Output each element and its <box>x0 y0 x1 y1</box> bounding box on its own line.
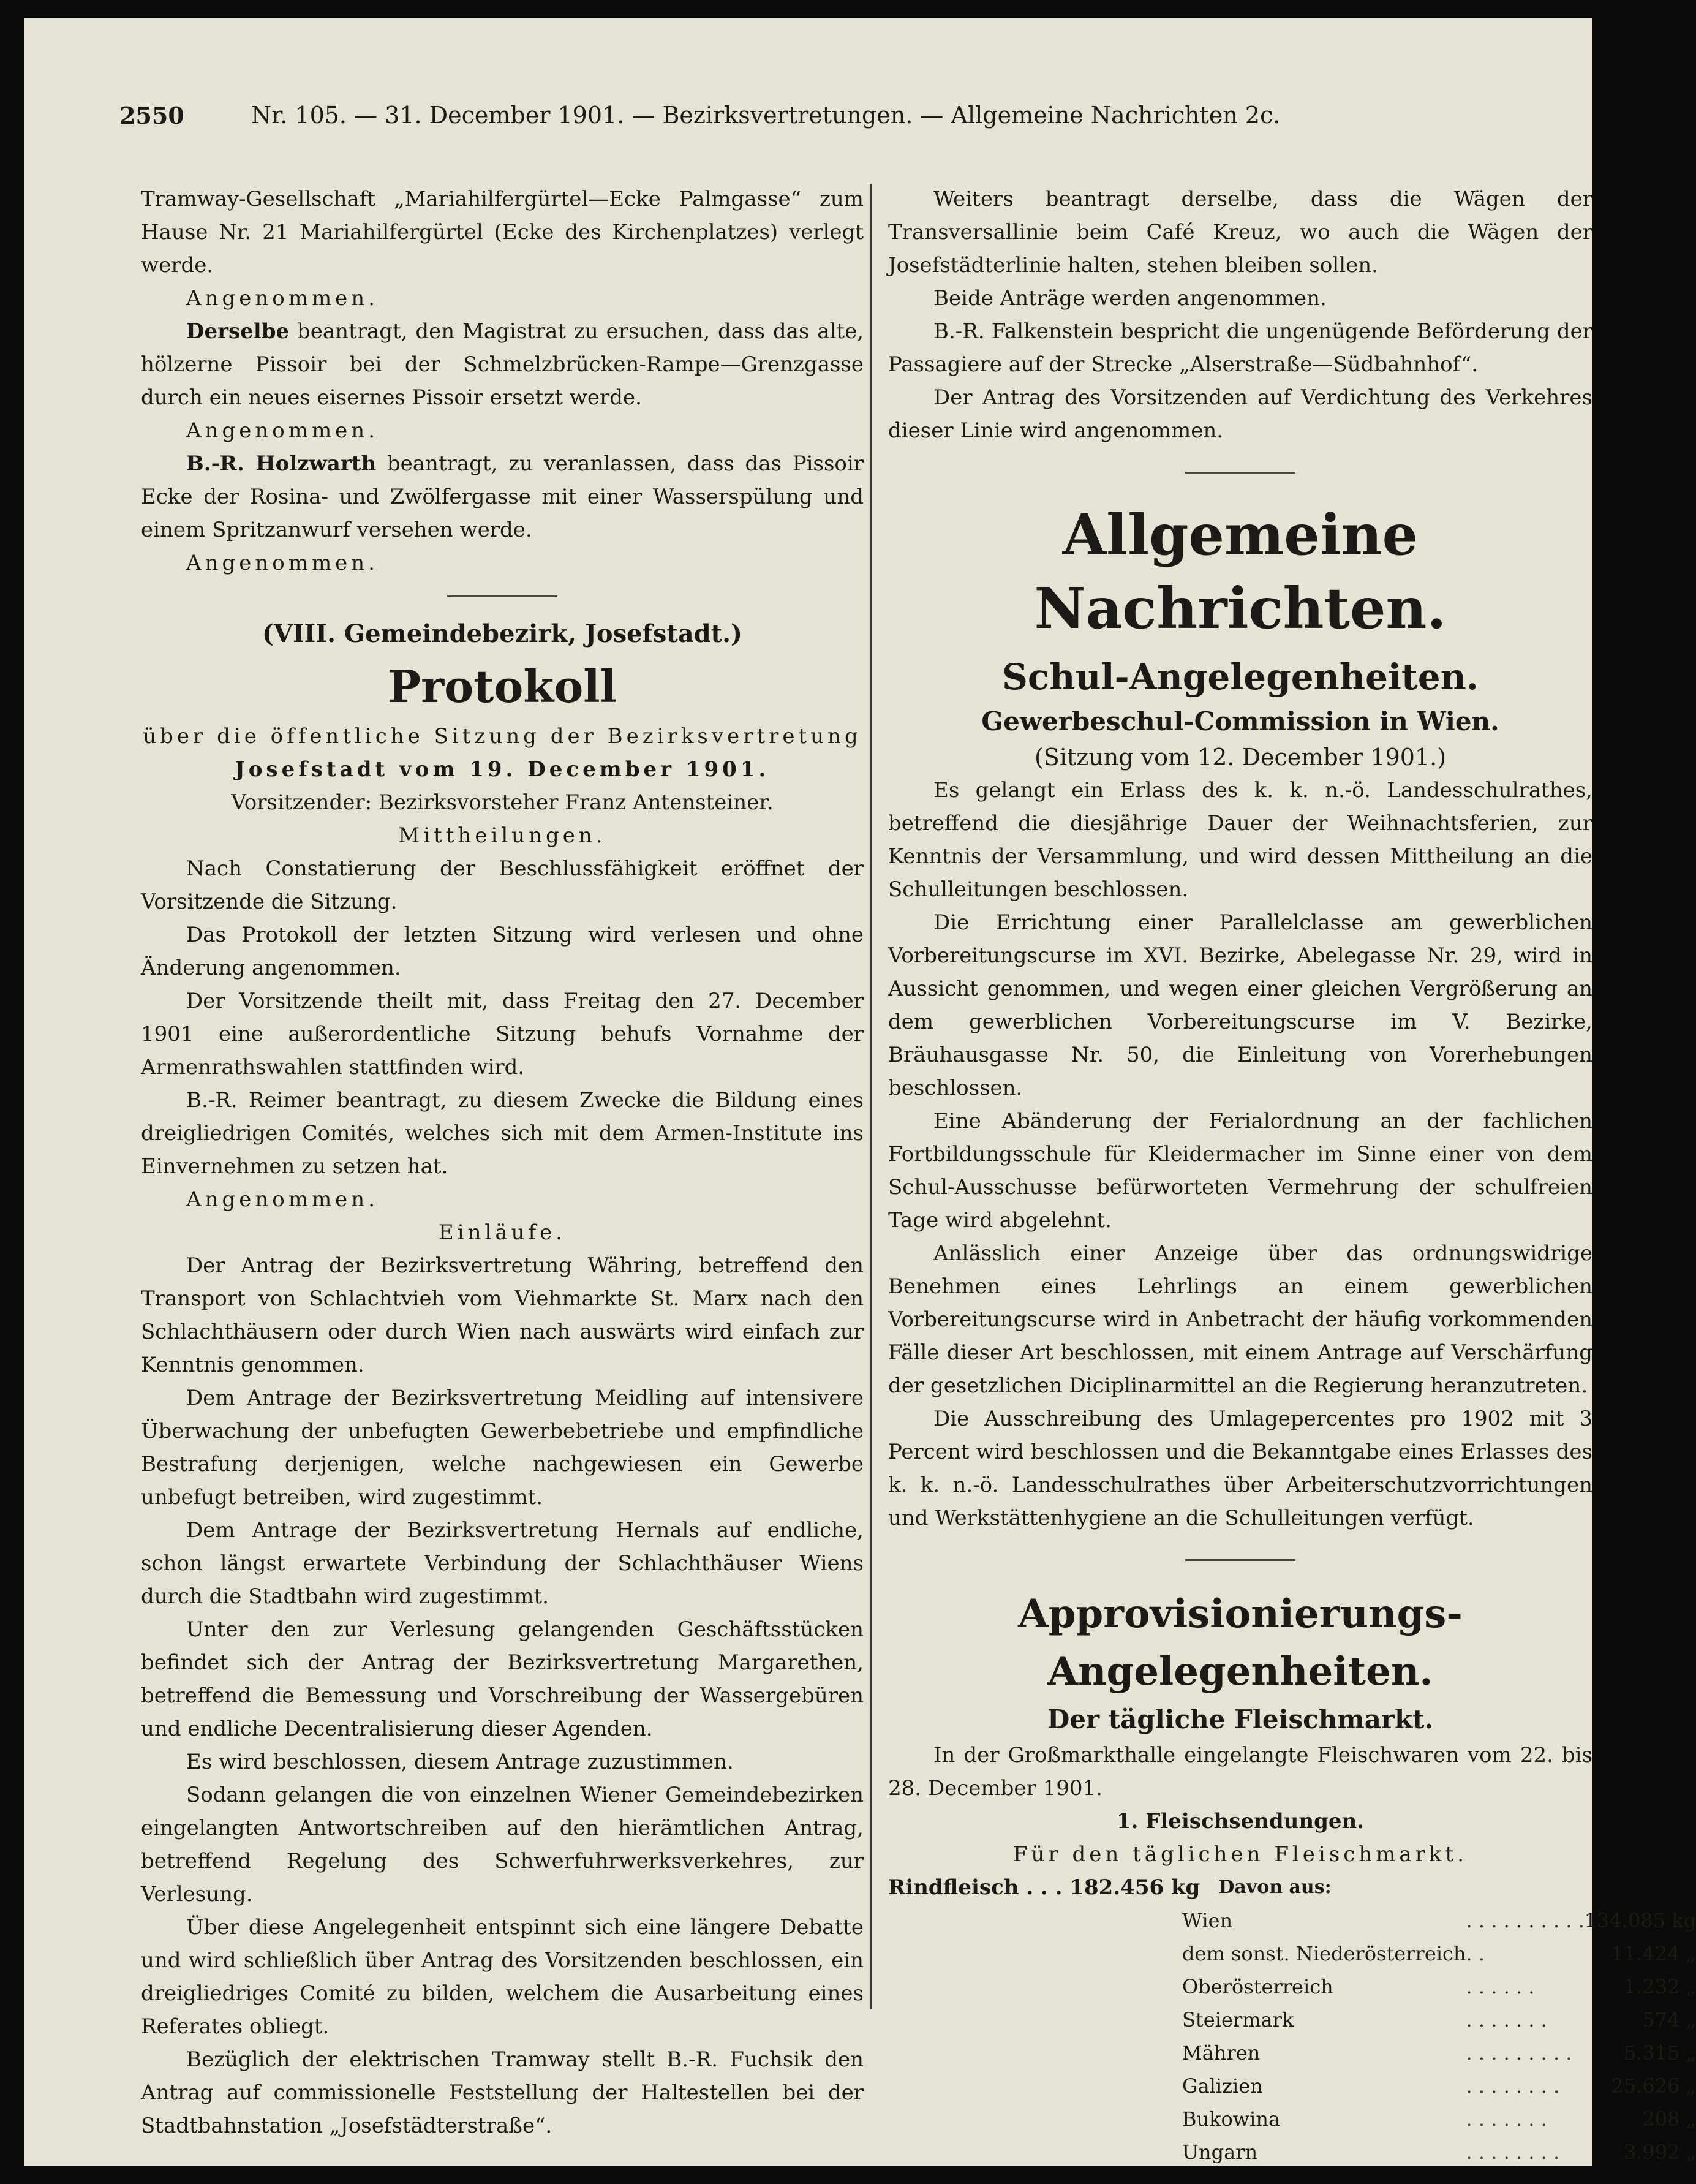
paragraph <box>141 315 864 414</box>
left-column <box>141 183 864 2142</box>
origin-name: Ungarn <box>1182 2141 1258 2164</box>
resolution-text: Angenommen. <box>186 286 379 311</box>
dot-leader: . . . . . . <box>1466 1975 1535 1998</box>
table-row <box>1182 2003 1696 2036</box>
page-number: 2550 <box>119 101 184 129</box>
dot-leader: . . . . . . . <box>1466 2008 1547 2031</box>
paragraph: Die Ausschreibung des Umlagepercentes pro 1902 mit 3 Percent wird beschlossen und die Bekanntgabe eines Erlasses des k. k. n.-ö. Landesschulrathes über Arbeiterschutzvorrichtungen und Werkstättenhygiene an die Schulleitungen verfügt. <box>888 1407 1592 1530</box>
chairman-line: Vorsitzender: Bezirksvorsteher Franz Antensteiner. <box>231 790 774 815</box>
table-row <box>1182 1937 1696 1970</box>
table-row <box>1182 2069 1696 2103</box>
origin-value: 3.992 „ <box>1623 2141 1696 2164</box>
newspaper-page <box>24 18 1696 2166</box>
paragraph: Das Protokoll der letzten Sitzung wird verlesen und ohne Änderung angenommen. <box>141 923 864 980</box>
paragraph: Über diese Angelegenheit entspinnt sich eine längere Debatte und wird schließlich über Antrag des Vorsitzenden beschlossen, ein dreigliedriges Comité zu bilden, welchem die Ausarbeitung eines Referates obliegt. <box>141 1915 864 2039</box>
section-heading-allgemeine: Allgemeine Nachrichten. <box>1034 502 1447 641</box>
column-divider <box>870 184 872 2009</box>
session-date: (Sitzung vom 12. December 1901.) <box>1034 744 1447 771</box>
table-row <box>1182 2136 1696 2169</box>
paragraph: Anlässlich einer Anzeige über das ordnungswidrige Benehmen eines Lehrlings an einem gewerblichen Vorbereitungscurse wird in Anbetracht der häufig vorkommenden Fälle dieser Art beschlossen, mit einem Antrage auf Verschärfung der gesetzlichen Diciplinarmittel an die Regierung heranzutreten. <box>888 1241 1592 1398</box>
subheading-mittheilungen: Mittheilungen. <box>398 823 606 848</box>
paragraph: Unter den zur Verlesung gelangenden Geschäftsstücken befindet sich der Antrag der Bezirksvertretung Margarethen, betreffend die Bemessung und Vorschreibung der Wassergebüren und endliche Decentralisierung dieser Agenden. <box>141 1617 864 1741</box>
paragraph-text: beantragt, zu veranlassen, dass das Pissoir Ecke der Rosina- und Zwölfergasse mit einer Wasserspülung und einem Spritzanwurf versehen werde. <box>141 452 864 542</box>
origin-name: Galizien <box>1182 2074 1263 2098</box>
resolution-text: Angenommen. <box>186 551 379 575</box>
resolution-text: Angenommen. <box>186 418 379 443</box>
section-heading-approvisionierung: Approvisionierungs-Angelegenheiten. <box>1018 1591 1463 1695</box>
dot-leader: . . . . . . . . . <box>1466 2041 1572 2065</box>
paragraph: Es gelangt ein Erlass des k. k. n.-ö. Landesschulrathes, betreffend die diesjährige Dauer der Weihnachtsferien, zur Kenntnis der Versammlung, und wird dessen Mittheilung an die Schulleitungen beschlossen. <box>888 778 1592 902</box>
paragraph: Sodann gelangen die von einzelnen Wiener Gemeindebezirken eingelangten Antwortschreiben auf den hierämtlichen Antrag, betreffend Regelung des Schwerfuhrwerksverkehres, zur Verlesung. <box>141 1783 864 1906</box>
table-row <box>1182 1904 1696 1937</box>
paragraph: B.-R. Reimer beantragt, zu diesem Zwecke die Bildung eines dreigliedrigen Comités, welches sich mit dem Armen-Institute ins Einvernehmen zu setzen hat. <box>141 1088 864 1179</box>
dot-leader: . . . . . . . . <box>1466 2141 1560 2164</box>
paragraph: B.-R. Falkenstein bespricht die ungenügende Beförderung der Passagiere auf der Strecke „Alserstraße—Südbahnhof“. <box>888 319 1592 377</box>
origin-value: 5.315 „ <box>1623 2041 1696 2065</box>
paragraph: Der Antrag des Vorsitzenden auf Verdichtung des Verkehres dieser Linie wird angenommen. <box>888 385 1592 443</box>
paragraph: Die Errichtung einer Parallelclasse am gewerblichen Vorbereitungscurse im XVI. Bezirke, Abelegasse Nr. 29, wird in Aussicht genommen, und wegen einer gleichen Vergrößerung an dem gewerblichen Vorbereitungscurse im V. Bezirke, Bräuhausgasse Nr. 50, die Einleitung von Vorerhebungen beschlossen. <box>888 910 1592 1100</box>
paragraph: Weiters beantragt derselbe, dass die Wägen der Transversallinie beim Café Kreuz, wo auch die Wägen der Josefstädterlinie halten, stehen bleiben sollen. <box>888 187 1592 278</box>
table-row <box>1182 1970 1696 2003</box>
commission-heading: Gewerbeschul-Commission in Wien. <box>981 706 1499 736</box>
subheading-einlaeufe: Einläufe. <box>438 1220 567 1245</box>
davon-label: Davon aus: <box>1218 1876 1332 1898</box>
list-subheading: Für den täglichen Fleischmarkt. <box>1012 1842 1468 1867</box>
origin-name: Bukowina <box>1182 2107 1281 2131</box>
dot-leader: . . <box>1466 1942 1485 1965</box>
beef-total-line <box>888 1871 1592 1904</box>
origin-name: Wien <box>1182 1909 1233 1932</box>
dot-leader: . . . . . . . <box>1466 2107 1547 2131</box>
origin-value: 574 „ <box>1642 2008 1696 2031</box>
origin-value: 1.232 „ <box>1623 1975 1696 1998</box>
paragraph-text: beantragt, den Magistrat zu ersuchen, dass das alte, hölzerne Pissoir bei der Schmelzbrücken-Rampe—Grenzgasse durch ein neues eisernes Pissoir ersetzt werde. <box>141 319 864 410</box>
origin-value: 25.626 „ <box>1611 2074 1696 2098</box>
paragraph: Der Antrag der Bezirksvertretung Währing, betreffend den Transport von Schlachtvieh vom Viehmarkte St. Marx nach den Schlachthäusern oder durch Wien nach auswärts wird einfach zur Kenntnis genommen. <box>141 1253 864 1377</box>
origin-name: dem sonst. Niederösterreich <box>1182 1942 1466 1965</box>
paragraph: Es wird beschlossen, diesem Antrage zuzustimmen. <box>186 1750 734 1774</box>
table-row <box>1182 2103 1696 2136</box>
dot-leader: . . . . . . . . . . <box>1466 1909 1585 1932</box>
page-header <box>119 91 1400 140</box>
paragraph: Beide Anträge werden angenommen. <box>933 286 1327 311</box>
origin-value: 208 „ <box>1642 2107 1696 2131</box>
paragraph <box>141 447 864 546</box>
speaker-name: Derselbe <box>186 319 290 344</box>
subsection-heading-fleischmarkt: Der tägliche Fleischmarkt. <box>1047 1704 1434 1734</box>
origin-name: Steiermark <box>1182 2008 1294 2031</box>
paragraph: Nach Constatierung der Beschlussfähigkeit eröffnet der Vorsitzende die Sitzung. <box>141 856 864 914</box>
paragraph: Dem Antrage der Bezirksvertretung Meidling auf intensivere Überwachung der unbefugten Gewerbebetriebe und empfindliche Bestrafung derjenigen, welche nachgewiesen ein Gewerbe unbefugt betreiben, wird zugestimmt. <box>141 1386 864 1510</box>
origin-value: 11.424 „ <box>1611 1942 1696 1965</box>
origin-value: 134.085 kg <box>1584 1909 1696 1932</box>
protokoll-heading: Protokoll <box>388 660 617 712</box>
dot-leader: . . . . . . . . <box>1466 2074 1560 2098</box>
session-date: Josefstadt vom 19. December 1901. <box>235 757 770 782</box>
paragraph: Dem Antrage der Bezirksvertretung Hernals auf endliche, schon längst erwartete Verbindung der Schlachthäuser Wiens durch die Stadtbahn wird zugestimmt. <box>141 1518 864 1609</box>
origin-name: Oberösterreich <box>1182 1975 1333 1998</box>
section-rule <box>447 595 557 597</box>
district-heading: (VIII. Gemeindebezirk, Josefstadt.) <box>262 619 742 648</box>
list-heading: 1. Fleischsendungen. <box>1116 1809 1365 1834</box>
beef-total: Rindfleisch . . . 182.456 kg <box>888 1875 1200 1900</box>
origin-name: Mähren <box>1182 2041 1261 2065</box>
session-subtitle: über die öffentliche Sitzung der Bezirksvertretung <box>143 724 862 749</box>
origin-table <box>1182 1904 1696 2169</box>
paragraph: In der Großmarkthalle eingelangte Fleischwaren vom 22. bis 28. December 1901. <box>888 1743 1592 1800</box>
paragraph: Bezüglich der elektrischen Tramway stellt B.-R. Fuchsik den Antrag auf commissionelle Feststellung der Haltestellen bei der Stadtbahnstation „Josefstädterstraße“. <box>141 2047 864 2138</box>
table-row <box>1182 2036 1696 2069</box>
speaker-name: B.-R. Holzwarth <box>186 452 377 476</box>
running-title: Nr. 105. — 31. December 1901. — Bezirksvertretungen. — Allgemeine Nachrichten 2c. <box>251 102 1281 129</box>
paragraph: Tramway-Gesellschaft „Mariahilfergürtel—Ecke Palmgasse“ zum Hause Nr. 21 Mariahilfergürtel (Ecke des Kirchenplatzes) verlegt werde. <box>141 187 864 278</box>
subsection-heading-schul: Schul-Angelegenheiten. <box>1002 656 1479 698</box>
paragraph: Der Vorsitzende theilt mit, dass Freitag den 27. December 1901 eine außerordentliche Sitzung behufs Vornahme der Armenrathswahlen stattfinden wird. <box>141 989 864 1079</box>
section-rule <box>1185 472 1295 474</box>
resolution-text: Angenommen. <box>186 1187 379 1212</box>
right-column <box>888 183 1696 2169</box>
paragraph: Eine Abänderung der Ferialordnung an der fachlichen Fortbildungsschule für Kleidermacher im Sinne einer von dem Schul-Ausschusse befürworteten Vermehrung der schulfreien Tage wird abgelehnt. <box>888 1109 1592 1233</box>
section-rule <box>1185 1559 1295 1561</box>
